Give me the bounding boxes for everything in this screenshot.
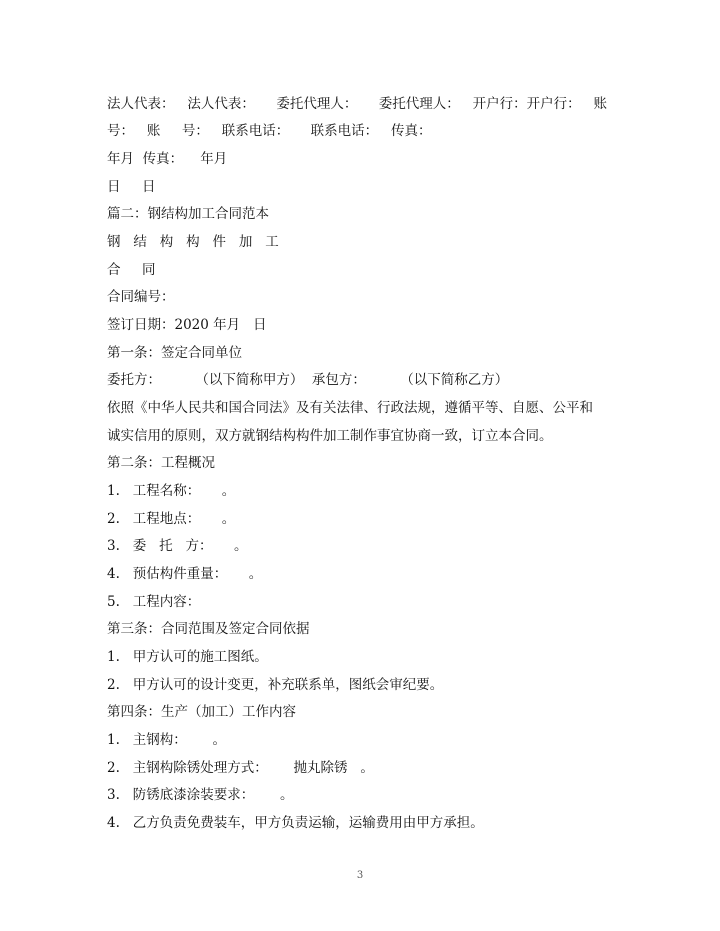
text-line: 合同编号：: [107, 289, 175, 305]
document-title: 合 同: [107, 262, 156, 278]
text-line: 年月 传真： 年月: [107, 151, 228, 167]
section-heading: 篇二：钢结构加工合同范本: [107, 206, 269, 222]
text-line: 法人代表： 法人代表： 委托代理人： 委托代理人： 开户行：开户行： 账: [107, 96, 608, 112]
document-title: 钢 结 构 构 件 加 工: [107, 234, 279, 250]
list-item: 4. 乙方负责免费装车，甲方负责运输，运输费用由甲方承担。: [107, 815, 484, 831]
text-line: 委托方： （以下简称甲方） 承包方： （以下简称乙方）: [107, 372, 509, 388]
article-heading: 第二条：工程概况: [107, 455, 215, 471]
list-item: 4. 预估构件重量： 。: [107, 566, 263, 582]
list-item: 2. 主钢构除锈处理方式： 抛丸除锈 。: [107, 760, 374, 776]
page-number: 3: [356, 870, 364, 881]
list-item: 2. 甲方认可的设计变更，补充联系单，图纸会审纪要。: [107, 677, 444, 693]
list-item: 1. 甲方认可的施工图纸。: [107, 649, 268, 665]
list-item: 5. 工程内容：: [107, 594, 201, 610]
list-item: 2. 工程地点： 。: [107, 511, 236, 527]
list-item: 1. 主钢构： 。: [107, 732, 227, 748]
list-item: 1. 工程名称： 。: [107, 483, 236, 499]
text-line: 签订日期：2020 年月 日: [107, 317, 267, 333]
text-line: 依照《中华人民共和国合同法》及有关法律、行政法规，遵循平等、自愿、公平和: [107, 400, 593, 416]
list-item: 3. 委 托 方： 。: [107, 538, 248, 554]
list-item: 3. 防锈底漆涂装要求： 。: [107, 787, 294, 803]
article-heading: 第三条：合同范围及签定合同依据: [107, 621, 310, 637]
text-line: 号： 账 号： 联系电话： 联系电话： 传真：: [107, 123, 432, 139]
text-line: 日 日: [107, 179, 156, 195]
article-heading: 第一条：签定合同单位: [107, 345, 242, 361]
article-heading: 第四条：生产（加工）工作内容: [107, 704, 296, 720]
text-line: 诚实信用的原则，双方就钢结构构件加工制作事宜协商一致，订立本合同。: [107, 428, 553, 444]
